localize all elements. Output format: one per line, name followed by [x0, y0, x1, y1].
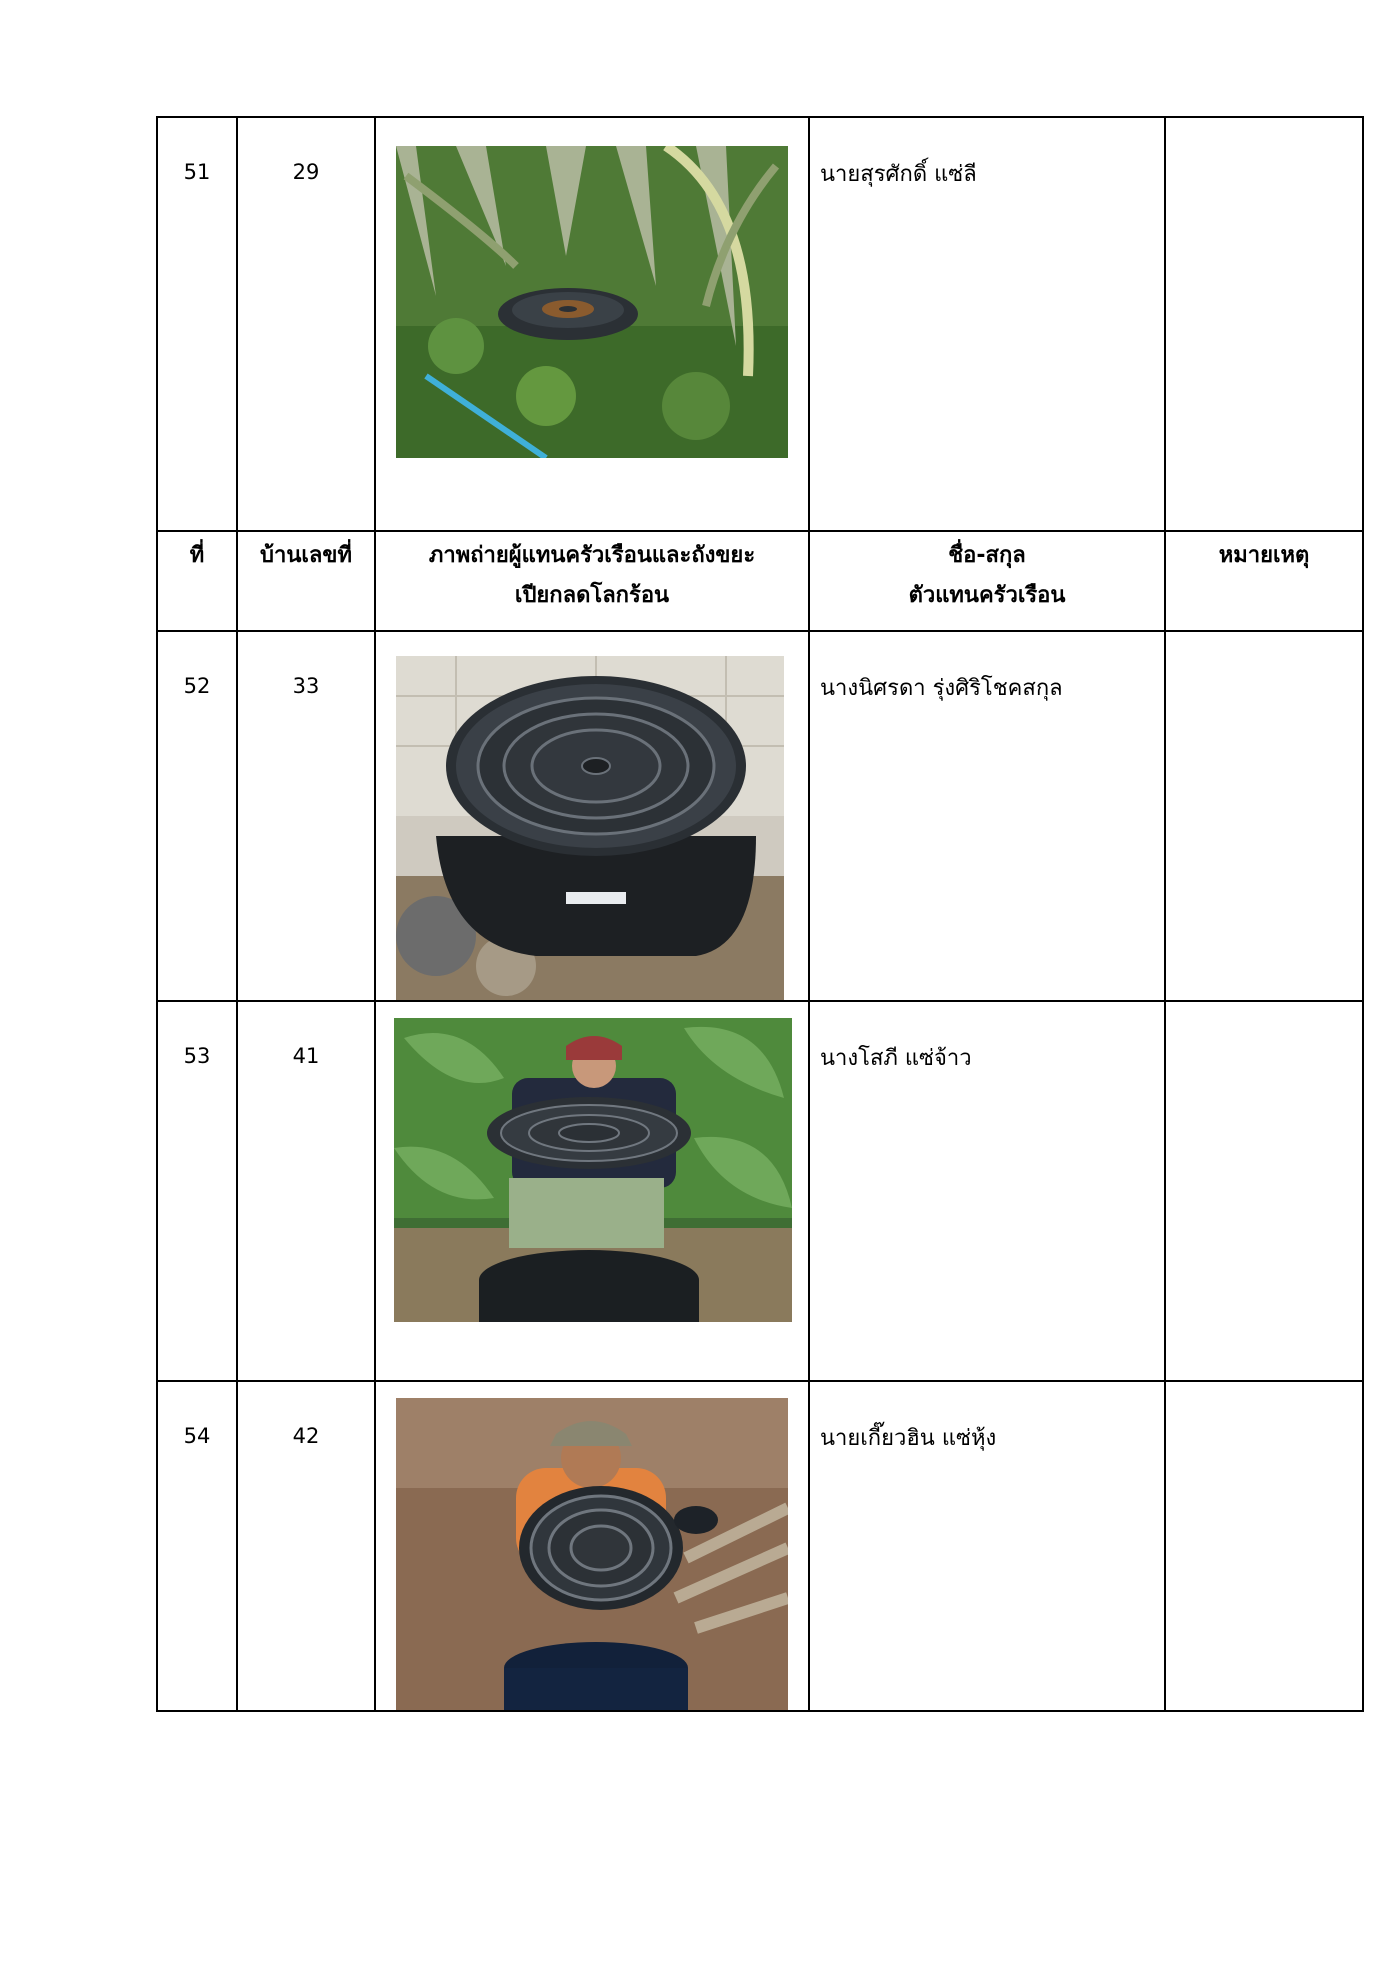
bin-photo [394, 1018, 792, 1322]
remark-cell [1165, 631, 1363, 1001]
bin-photo [396, 1398, 788, 1710]
remark-cell [1165, 1381, 1363, 1711]
remark-cell [1165, 117, 1363, 531]
house-number: 42 [237, 1381, 375, 1711]
table-row [157, 1001, 1363, 1381]
row-number: 54 [157, 1381, 237, 1711]
house-number: 29 [237, 117, 375, 531]
row-number: 52 [157, 631, 237, 1001]
header-remark: หมายเหตุ [1165, 531, 1363, 631]
header-house: บ้านเลขที่ [237, 531, 375, 631]
row-number: 51 [157, 117, 237, 531]
household-table [156, 116, 1364, 1712]
header-name-line2: ตัวแทนครัวเรือน [908, 583, 1066, 608]
header-photo-line1: ภาพถ่ายผู้แทนครัวเรือนและถังขยะ [428, 543, 756, 568]
header-no: ที่ [157, 531, 237, 631]
photo-cell [375, 1381, 809, 1711]
header-photo [375, 531, 809, 631]
photo-cell [375, 1001, 809, 1381]
table-row [157, 1381, 1363, 1711]
household-name: นายเกี๊ยวฮิน แซ่หุ้ง [809, 1381, 1165, 1711]
photo-cell [375, 631, 809, 1001]
household-name: นายสุรศักดิ์ แซ่ลี [809, 117, 1165, 531]
bin-photo [396, 656, 784, 1000]
table-row [157, 631, 1363, 1001]
house-number: 33 [237, 631, 375, 1001]
photo-cell [375, 117, 809, 531]
table-header [157, 531, 1363, 631]
header-name-line1: ชื่อ-สกุล [948, 543, 1026, 568]
house-number: 41 [237, 1001, 375, 1381]
table-row [157, 117, 1363, 531]
row-number: 53 [157, 1001, 237, 1381]
remark-cell [1165, 1001, 1363, 1381]
header-name [809, 531, 1165, 631]
household-name: นางนิศรดา รุ่งศิริโชคสกุล [809, 631, 1165, 1001]
bin-photo [396, 146, 788, 458]
header-photo-line2: เปียกลดโลกร้อน [514, 583, 670, 608]
household-name: นางโสภี แซ่จ้าว [809, 1001, 1165, 1381]
